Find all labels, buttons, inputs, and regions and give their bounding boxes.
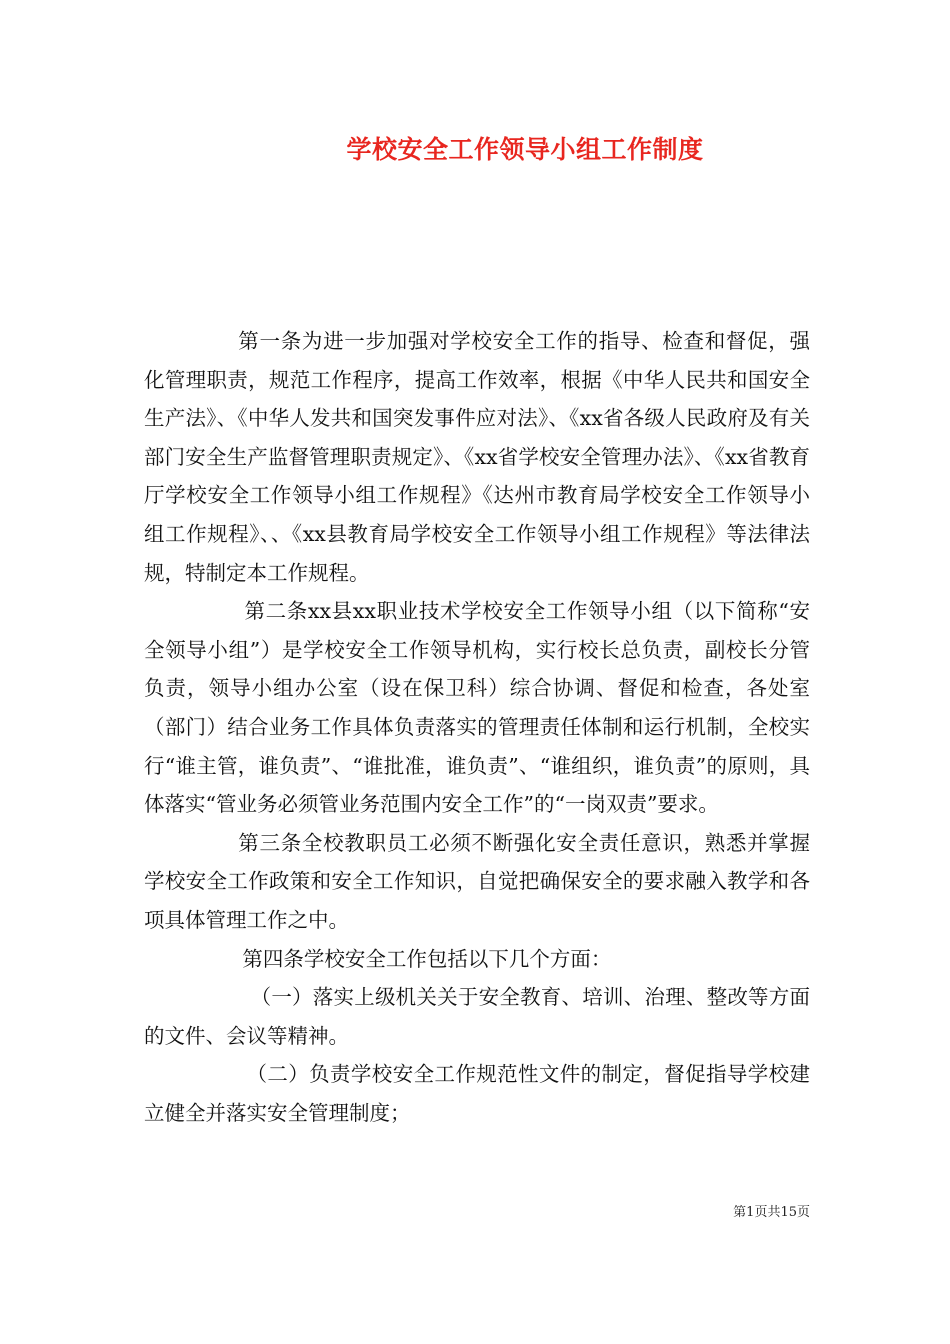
paragraph-article-3: 第三条全校教职员工必须不断强化安全责任意识，熟悉并掌握学校安全工作政策和安全工作知识，自觉把确保安全的要求融入教学和各项具体管理工作之中。 bbox=[144, 830, 810, 932]
paragraph-article-1: 第一条为进一步加强对学校安全工作的指导、检查和督促，强化管理职责，规范工作程序，提高工作效率，根据《中华人民共和国安全生产法》、《中华人发共和国突发事件应对法》、《xx省各级人民政府及有关部门安全生产监督管理职责规定》、《xx省学校安全管理办法》、《xx省教育厅学校安全工作领导小组工作规程》《达州市教育局学校安全工作领导小组工作规程》、、《xx县教育局学校安全工作领导小组工作规程》等法律法规，特制定本工作规程。 bbox=[144, 329, 810, 585]
document-title: 学校安全工作领导小组工作制度 bbox=[346, 135, 704, 164]
page-number-footer: 第1页共15页 bbox=[733, 1205, 810, 1220]
paragraph-item-2: （二）负责学校安全工作规范性文件的制定，督促指导学校建立健全并落实安全管理制度； bbox=[144, 1062, 810, 1125]
paragraph-article-2: 第二条xx县xx职业技术学校安全工作领导小组（以下简称“安全领导小组”）是学校安全工作领导机构，实行校长总负责，副校长分管负责，领导小组办公室（设在保卫科）综合协调、督促和检查，各处室（部门）结合业务工作具体负责落实的管理责任体制和运行机制，全校实行“谁主管，谁负责”、“谁批准，谁负责”、“谁组织，谁负责”的原则，具体落实“管业务必须管业务范围内安全工作”的“一岗双责”要求。 bbox=[144, 599, 810, 817]
paragraph-item-1: （一）落实上级机关关于安全教育、培训、治理、整改等方面的文件、会议等精神。 bbox=[144, 985, 810, 1048]
document-body bbox=[144, 322, 810, 1132]
paragraph-article-4: 第四条学校安全工作包括以下几个方面： bbox=[242, 946, 612, 971]
